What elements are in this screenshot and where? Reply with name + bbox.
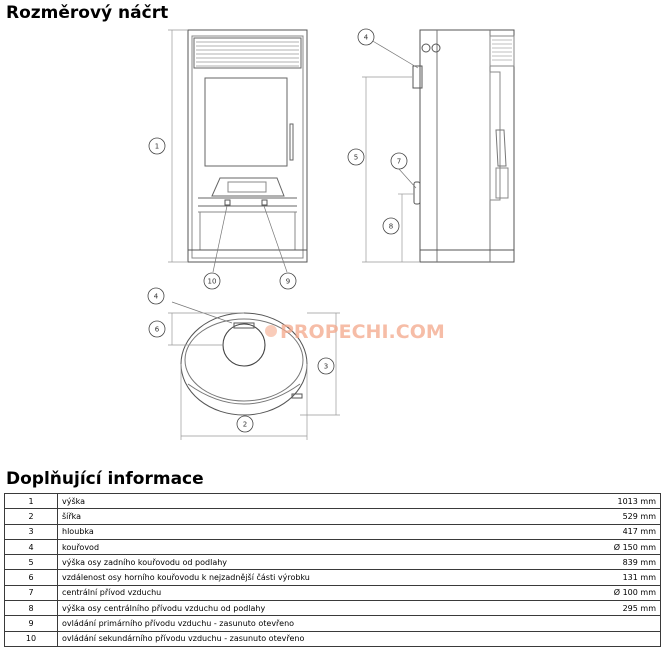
row-label: centrální přívod vzduchu [58, 585, 573, 600]
row-label: šířka [58, 509, 573, 524]
stove-side-view [413, 30, 514, 262]
row-number: 10 [5, 631, 58, 646]
row-value [572, 631, 661, 646]
row-number: 8 [5, 601, 58, 616]
row-number: 5 [5, 555, 58, 570]
row-label: vzdálenost osy horního kouřovodu k nejzadnější části výrobku [58, 570, 573, 585]
row-label: výška osy centrálního přívodu vzduchu od podlahy [58, 601, 573, 616]
row-label: kouřovod [58, 539, 573, 554]
row-number: 4 [5, 539, 58, 554]
row-number: 1 [5, 494, 58, 509]
table-row [5, 524, 661, 539]
watermark-text: PROPECHI.COM [280, 321, 445, 343]
dimension-height [168, 30, 188, 262]
sketch-title: Rozměrový náčrt [6, 3, 169, 23]
info-title: Doplňující informace [6, 469, 204, 489]
table-row [5, 601, 661, 616]
row-value: 295 mm [572, 601, 661, 616]
callout-8: 8 [388, 222, 394, 231]
row-number: 6 [5, 570, 58, 585]
row-value: Ø 150 mm [572, 539, 661, 554]
callout-9: 9 [285, 277, 291, 286]
row-number: 3 [5, 524, 58, 539]
callout-10: 10 [207, 277, 217, 286]
row-value: 417 mm [572, 524, 661, 539]
row-label: ovládání primárního přívodu vzduchu - zasunuto otevřeno [58, 616, 573, 631]
stove-front-view [188, 30, 307, 262]
row-value: 839 mm [572, 555, 661, 570]
row-number: 9 [5, 616, 58, 631]
row-number: 2 [5, 509, 58, 524]
table-row [5, 616, 661, 631]
watermark-logo [265, 321, 445, 343]
table-row [5, 539, 661, 554]
row-value: 529 mm [572, 509, 661, 524]
table-row [5, 494, 661, 509]
row-value [572, 616, 661, 631]
callout-7: 7 [396, 157, 402, 166]
info-table [4, 493, 661, 647]
callout-1: 1 [154, 142, 160, 151]
row-label: výška osy zadního kouřovodu od podlahy [58, 555, 573, 570]
callout-4-top: 4 [153, 292, 159, 301]
callout-5: 5 [353, 153, 359, 162]
table-row [5, 631, 661, 646]
table-row [5, 509, 661, 524]
row-label: ovládání sekundárního přívodu vzduchu - zasunuto otevřeno [58, 631, 573, 646]
row-value: 131 mm [572, 570, 661, 585]
callout-6: 6 [154, 325, 160, 334]
table-row [5, 570, 661, 585]
row-number: 7 [5, 585, 58, 600]
dimension-air-inlet-height [398, 194, 414, 262]
row-label: výška [58, 494, 573, 509]
callout-4-side: 4 [363, 33, 369, 42]
callout-2: 2 [242, 420, 248, 429]
table-row [5, 555, 661, 570]
row-value: Ø 100 mm [572, 585, 661, 600]
table-row [5, 585, 661, 600]
callout-3: 3 [323, 362, 329, 371]
row-label: hloubka [58, 524, 573, 539]
row-value: 1013 mm [572, 494, 661, 509]
